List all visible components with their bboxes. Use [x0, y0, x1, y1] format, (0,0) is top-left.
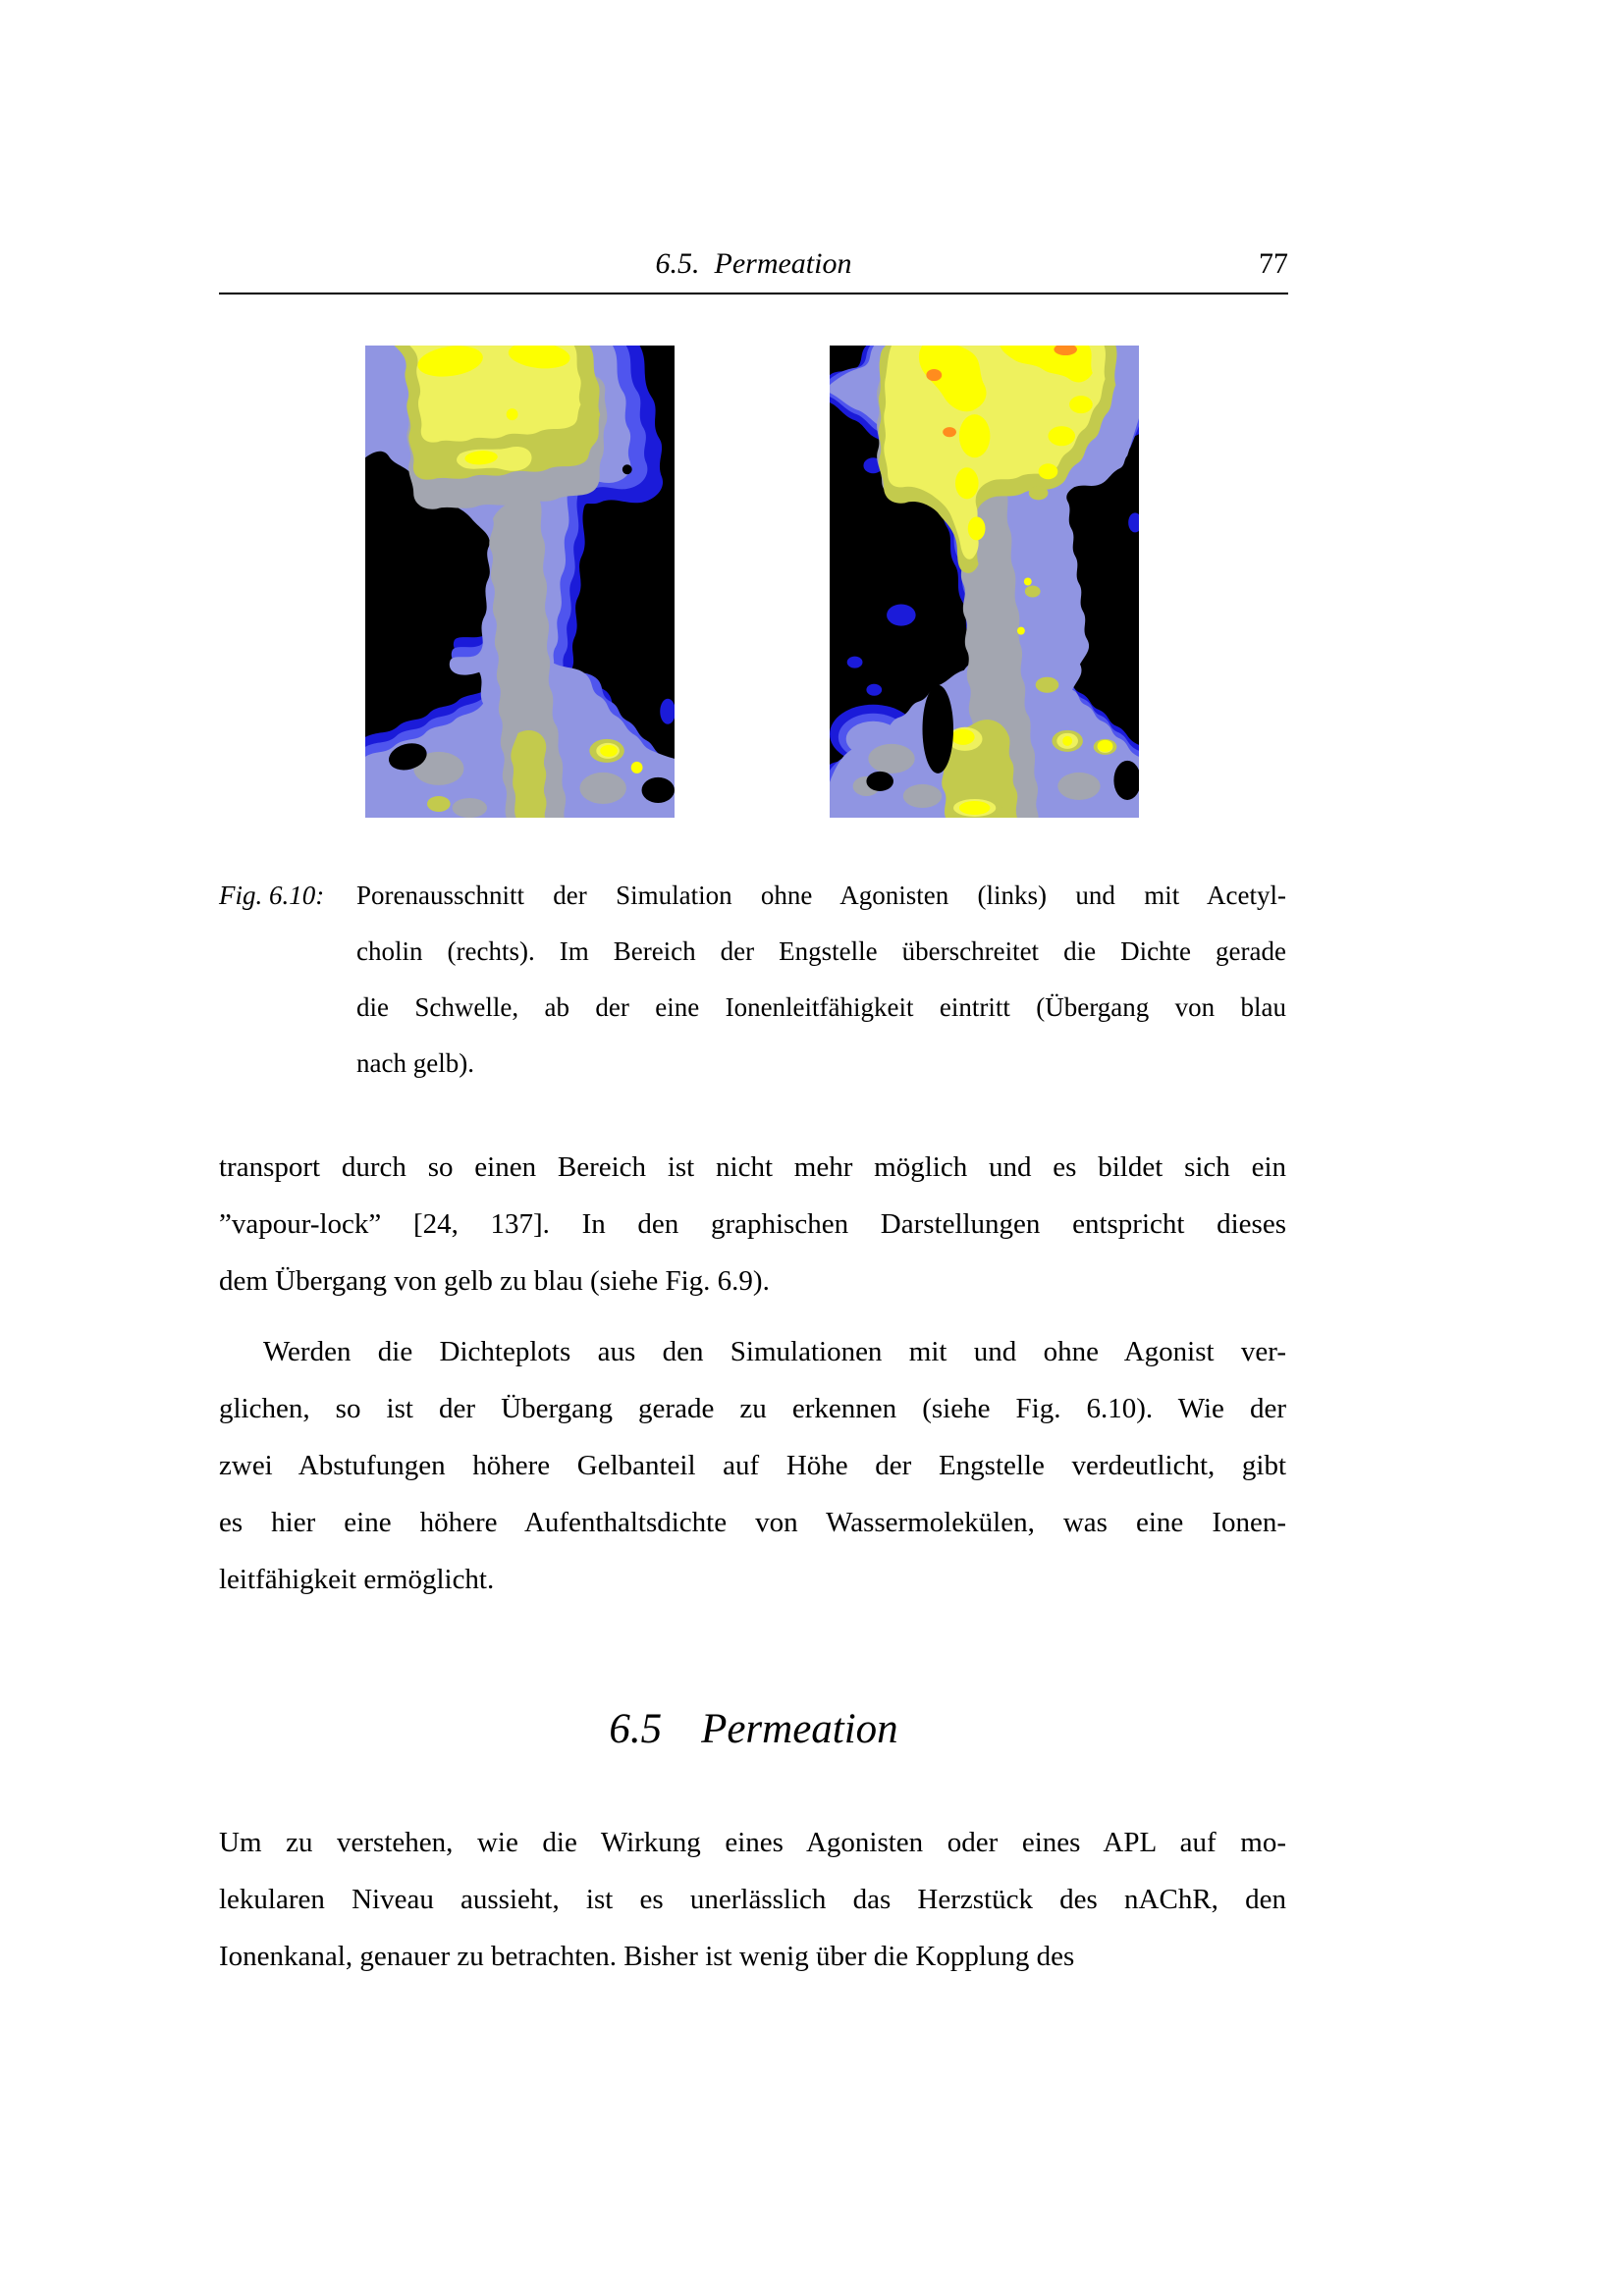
contour-blob [903, 784, 942, 808]
density-plot-right-svg [830, 346, 1139, 818]
contour-level-bright-yellow [959, 801, 991, 815]
contour-hole [642, 777, 675, 803]
body-paragraph-3 [219, 1814, 1286, 1985]
contour-level-orange [926, 369, 942, 381]
contour-level-olive [511, 730, 546, 818]
body-paragraph-2 [219, 1323, 1286, 1608]
contour-level-bright-yellow [955, 467, 979, 499]
section-number: 6.5 [609, 1706, 663, 1752]
contour-hole [923, 685, 954, 774]
body-line: ”vapour-lock” [24, 137]. In den graphischen Darstellungen entspricht dieses [219, 1208, 1286, 1240]
contour-island [866, 684, 882, 696]
section-title: Permeation [701, 1706, 898, 1752]
density-plot-left [365, 346, 675, 818]
body-line: lekularen Niveau aussieht, ist es unerlässlich das Herzstück des nAChR, den [219, 1884, 1286, 1915]
contour-level-bright-yellow [1069, 396, 1093, 413]
density-plot-right [830, 346, 1139, 818]
body-line: transport durch so einen Bereich ist nicht mehr möglich und es bildet sich ein [219, 1151, 1286, 1183]
contour-level-bright-yellow [507, 408, 518, 420]
running-title: 6.5. Permeation [655, 247, 852, 280]
contour-blob [868, 744, 914, 774]
contour-level-bright-yellow [959, 414, 991, 457]
density-plot-left-svg [365, 346, 675, 818]
contour-blob [1029, 486, 1049, 500]
contour-hole [622, 464, 632, 474]
contour-level-bright-yellow [951, 729, 975, 745]
body-line: dem Übergang von gelb zu blau (siehe Fig. 6.9). [219, 1265, 770, 1297]
contour-blob [1036, 677, 1059, 693]
contour-level-bright-yellow [968, 516, 986, 540]
page-number: 77 [1259, 247, 1288, 280]
contour-blob [1025, 586, 1041, 598]
caption-line: cholin (rechts). Im Bereich der Engstelle überschreitet die Dichte gerade [356, 936, 1286, 966]
body-paragraph-1 [219, 1139, 1286, 1309]
contour-level-bright-yellow [1062, 736, 1072, 746]
caption-line: Porenausschnitt der Simulation ohne Agonisten (links) und mit Acetyl- [356, 881, 1286, 910]
contour-level-bright-yellow [1048, 426, 1075, 446]
caption-line: nach gelb). [356, 1048, 474, 1078]
contour-island [887, 605, 916, 626]
caption-line: die Schwelle, ab der eine Ionenleitfähigkeit eintritt (Übergang von blau [356, 992, 1286, 1022]
contour-level-bright-yellow [631, 762, 643, 774]
contour-blob [453, 798, 487, 818]
contour-level-bright-yellow [1039, 463, 1058, 479]
contour-level-bright-yellow [1024, 577, 1032, 585]
body-line: Werden die Dichteplots aus den Simulationen mit und ohne Agonist ver- [263, 1336, 1286, 1367]
contour-blob [580, 773, 626, 804]
running-head [219, 247, 1288, 287]
header-rule [219, 293, 1288, 294]
contour-hole [866, 772, 893, 791]
body-line: leitfähigkeit ermöglicht. [219, 1564, 495, 1595]
contour-level-bright-yellow [1098, 740, 1113, 752]
contour-blob [427, 796, 451, 812]
body-line: Ionenkanal, genauer zu betrachten. Bisher ist wenig über die Kopplung des [219, 1941, 1075, 1972]
contour-island [847, 657, 863, 668]
contour-level-bright-yellow [1017, 627, 1025, 635]
section-heading [219, 1700, 1288, 1759]
body-line: es hier eine höhere Aufenthaltsdichte von Wassermolekülen, was eine Ionen- [219, 1507, 1286, 1538]
figure-caption-label: Fig. 6.10: [219, 881, 325, 910]
contour-level-orange [943, 427, 956, 437]
body-line: glichen, so ist der Übergang gerade zu erkennen (siehe Fig. 6.10). Wie der [219, 1393, 1286, 1424]
figure-caption [356, 868, 1286, 1092]
contour-level-bright-yellow [600, 745, 618, 757]
body-line: Um zu verstehen, wie die Wirkung eines Agonisten oder eines APL auf mo- [219, 1827, 1286, 1858]
body-line: zwei Abstufungen höhere Gelbanteil auf Höhe der Engstelle verdeutlicht, gibt [219, 1450, 1286, 1481]
contour-blob [1057, 773, 1100, 800]
